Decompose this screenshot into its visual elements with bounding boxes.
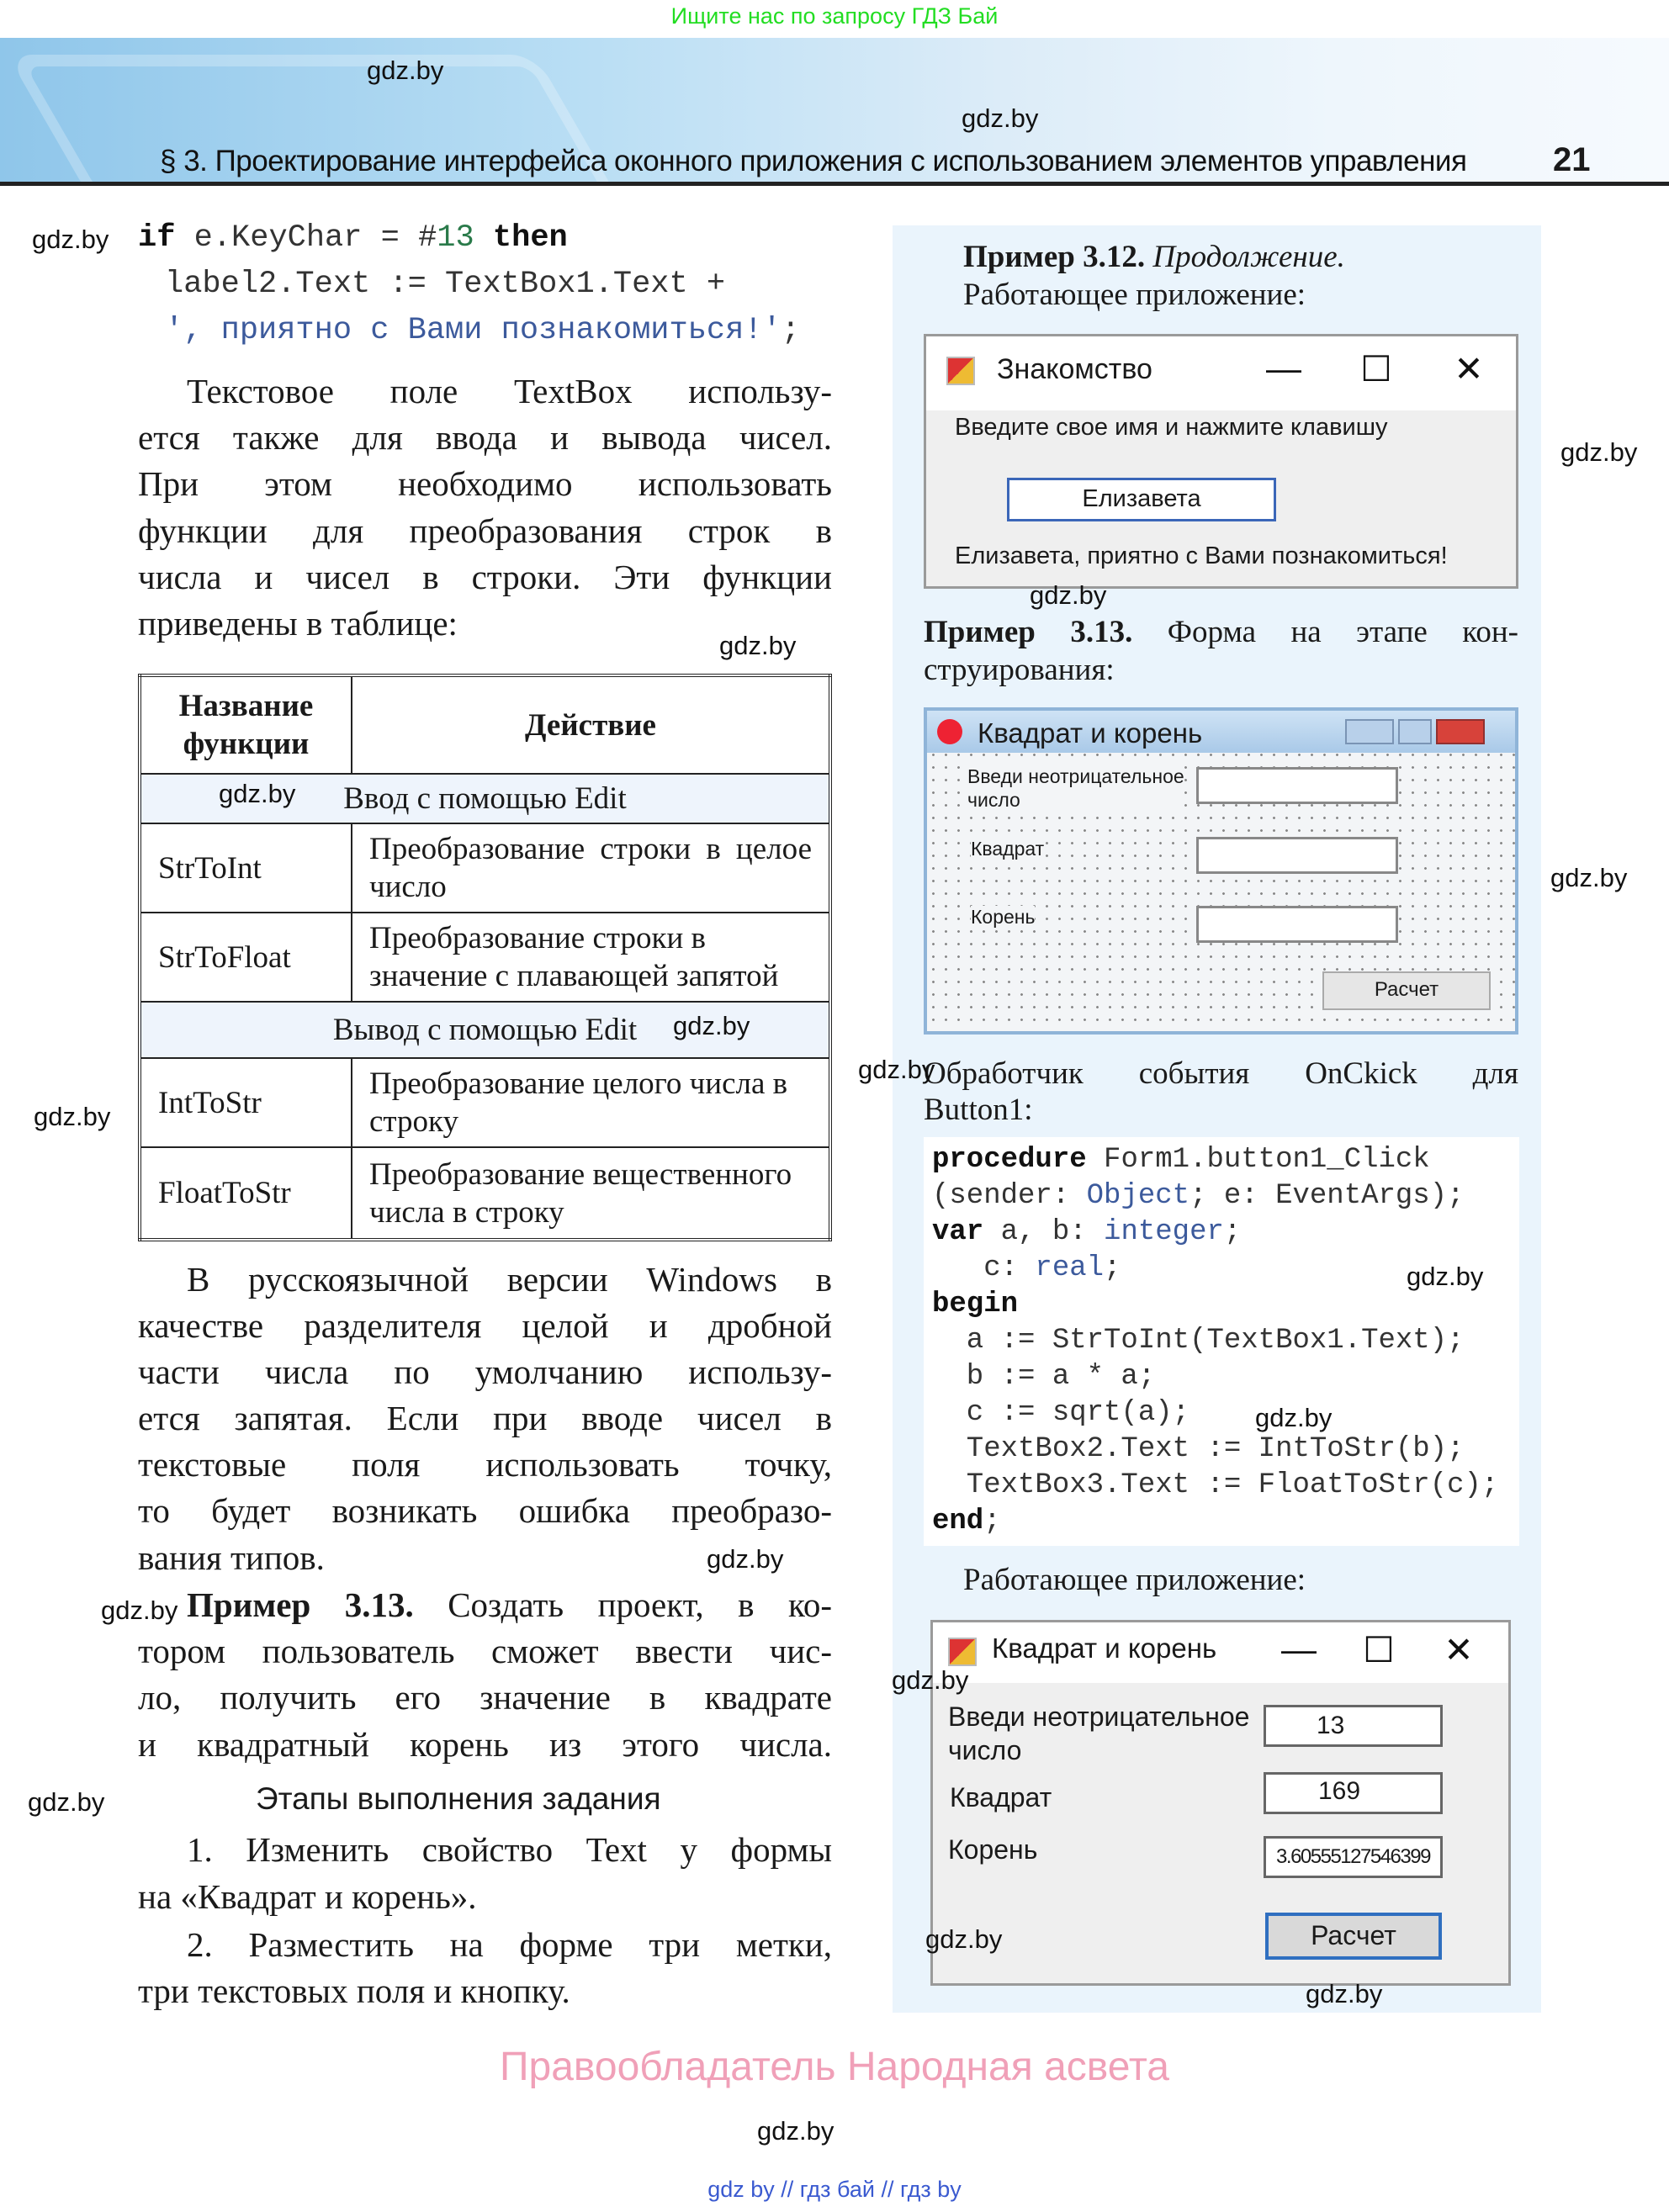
step-line: 1. Изменить свойство Text у формы bbox=[187, 1830, 832, 1869]
function-action: Преобразование вещественного числа в строку bbox=[352, 1147, 830, 1240]
paragraph-line: приведены в таблице: bbox=[138, 604, 458, 643]
example-line: тором пользователь сможет ввести чис- bbox=[138, 1632, 832, 1670]
code-text: ; bbox=[781, 313, 800, 348]
code-number: 13 bbox=[437, 220, 474, 256]
table-section: Ввод с помощью Edit bbox=[140, 774, 830, 823]
window-title: Квадрат и корень bbox=[978, 717, 1203, 749]
minimize-icon[interactable] bbox=[1345, 719, 1394, 744]
label-text: Введи неотрицательное bbox=[967, 765, 1184, 787]
table-header: Название функции bbox=[140, 675, 352, 774]
name-input[interactable]: Елизавета bbox=[1007, 478, 1276, 521]
watermark: gdz.by bbox=[1030, 580, 1107, 610]
calculate-button[interactable]: Расчет bbox=[1265, 1913, 1442, 1960]
code-line: b := a * a; bbox=[932, 1361, 1156, 1393]
code-text: Form1.button1_Click bbox=[1086, 1144, 1430, 1176]
paragraph-line: то будет возникать ошибка преобразо- bbox=[138, 1491, 832, 1530]
maximize-icon[interactable]: ☐ bbox=[1360, 349, 1392, 389]
paragraph-line: текстовые поля использовать точку, bbox=[138, 1445, 832, 1484]
window-title: Квадрат и корень bbox=[992, 1633, 1217, 1664]
example-text: Создать проект, в ко- bbox=[413, 1585, 832, 1624]
table-row bbox=[140, 823, 830, 913]
table-row bbox=[140, 913, 830, 1002]
function-name: StrToFloat bbox=[140, 913, 352, 1002]
close-icon[interactable] bbox=[1436, 719, 1485, 744]
watermark: gdz.by bbox=[707, 1544, 784, 1574]
paragraph-line: ется запятая. Если при вводе чисел в bbox=[138, 1399, 832, 1437]
paragraph-line: числа и чисел в строки. Эти функции bbox=[138, 558, 832, 596]
watermark: gdz.by bbox=[1560, 437, 1638, 467]
textbox-square[interactable]: 169 bbox=[1264, 1772, 1443, 1814]
window-designer bbox=[924, 707, 1518, 1035]
paragraph-line: В русскоязычной версии Windows в bbox=[187, 1260, 832, 1299]
code-type: Object bbox=[1086, 1180, 1190, 1212]
function-name: IntToStr bbox=[140, 1058, 352, 1147]
example-text: Форма на этапе кон- bbox=[1132, 615, 1519, 649]
paragraph-line: Текстовое поле TextBox использу- bbox=[187, 372, 832, 410]
step-line: 2. Разместить на форме три метки, bbox=[187, 1925, 832, 1964]
label-square: Квадрат bbox=[971, 838, 1045, 860]
title-bar bbox=[933, 1622, 1508, 1683]
paragraph-line: части числа по умолчанию использу- bbox=[138, 1352, 832, 1391]
code-text: ; bbox=[1223, 1216, 1242, 1248]
greeting-label: Елизавета, приятно с Вами познакомиться! bbox=[955, 542, 1448, 569]
code-text: ; bbox=[1104, 1252, 1121, 1284]
keyword: then bbox=[492, 220, 568, 256]
close-icon[interactable]: ✕ bbox=[1454, 349, 1484, 389]
label-root: Корень bbox=[948, 1834, 1038, 1865]
maximize-icon[interactable]: ☐ bbox=[1363, 1630, 1395, 1670]
textbox3[interactable] bbox=[1196, 906, 1398, 943]
paragraph-line: качестве разделителя целой и дробной bbox=[138, 1306, 832, 1345]
code-string: ', приятно с Вами познакомиться!' bbox=[165, 313, 782, 348]
code-line bbox=[932, 1216, 1241, 1248]
minimize-icon[interactable]: — bbox=[1266, 348, 1301, 388]
paragraph-line: При этом необходимо использовать bbox=[138, 464, 832, 503]
watermark: gdz.by bbox=[101, 1595, 178, 1625]
watermark: gdz.by bbox=[719, 631, 797, 660]
example-line bbox=[187, 1582, 832, 1628]
watermark: gdz.by bbox=[1407, 1262, 1484, 1291]
minimize-icon[interactable]: — bbox=[1281, 1629, 1317, 1669]
code-line bbox=[932, 1252, 1121, 1284]
app-icon bbox=[948, 1638, 977, 1666]
code-line bbox=[932, 1180, 1465, 1212]
watermark: gdz.by bbox=[219, 779, 296, 808]
functions-table bbox=[138, 674, 832, 1241]
example-line: и квадратный корень из этого числа. bbox=[138, 1725, 832, 1764]
textbox2[interactable] bbox=[1196, 837, 1398, 874]
example-label: Пример 3.13. bbox=[924, 615, 1133, 649]
code-text: a, b: bbox=[983, 1216, 1105, 1248]
textbox-root[interactable]: 3.60555127546399 bbox=[1264, 1836, 1443, 1878]
code-line: label2.Text := TextBox1.Text + bbox=[165, 267, 726, 302]
code-line bbox=[138, 220, 568, 256]
close-icon[interactable]: ✕ bbox=[1444, 1630, 1474, 1670]
code-line: a := StrToInt(TextBox1.Text); bbox=[932, 1325, 1465, 1357]
steps-title: Этапы выполнения задания bbox=[256, 1781, 661, 1816]
keyword: var bbox=[932, 1216, 984, 1248]
watermark: gdz.by bbox=[32, 225, 109, 254]
step-line: на «Квадрат и корень». bbox=[138, 1877, 477, 1916]
label-square: Квадрат bbox=[950, 1782, 1052, 1812]
footer-links[interactable]: gdz by // гдз бай // гдз by bbox=[707, 2177, 962, 2202]
paragraph-line: функции для преобразования строк в bbox=[138, 511, 832, 550]
code-type: real bbox=[1035, 1252, 1105, 1284]
code-line: c := sqrt(a); bbox=[932, 1397, 1190, 1429]
window-title: Знакомство bbox=[997, 353, 1152, 385]
function-action: Преобразование строки в значение с плавающей запятой bbox=[352, 913, 830, 1002]
maximize-icon[interactable] bbox=[1398, 719, 1432, 744]
watermark: gdz.by bbox=[367, 56, 444, 85]
window-square-root bbox=[930, 1620, 1511, 1986]
label-input-number bbox=[967, 765, 1184, 812]
handler-caption: Button1: bbox=[924, 1093, 1033, 1127]
title-bar bbox=[927, 711, 1515, 753]
app-icon bbox=[946, 357, 975, 385]
example-text: струирования: bbox=[924, 653, 1115, 687]
code-text: (sender: bbox=[932, 1180, 1087, 1212]
table-section: Вывод с помощью Edit bbox=[140, 1002, 830, 1058]
function-action: Преобразование целого числа в строку bbox=[352, 1058, 830, 1147]
title-bar bbox=[926, 336, 1516, 410]
keyword: if bbox=[138, 220, 176, 256]
table-row bbox=[140, 1058, 830, 1147]
table-header: Действие bbox=[352, 675, 830, 774]
watermark: gdz.by bbox=[34, 1102, 111, 1131]
calculate-button[interactable]: Расчет bbox=[1322, 971, 1491, 1010]
code-text: e.KeyChar = # bbox=[175, 220, 437, 256]
watermark: gdz.by bbox=[1306, 1979, 1383, 2008]
example-3-12-heading bbox=[963, 239, 1345, 275]
chapter-title: § 3. Проектирование интерфейса оконного приложения с использованием элементов управления bbox=[160, 145, 1467, 177]
watermark: gdz.by bbox=[1550, 863, 1628, 892]
keyword: procedure bbox=[932, 1144, 1087, 1176]
function-action: Преобразование строки в целое число bbox=[352, 823, 830, 913]
code-line: TextBox2.Text := IntToStr(b); bbox=[932, 1433, 1465, 1465]
search-hint: Ищите нас по запросу ГДЗ Бай bbox=[670, 3, 999, 29]
paragraph-line: вания типов. bbox=[138, 1538, 325, 1577]
prompt-label: Введите свое имя и нажмите клавишу bbox=[955, 414, 1388, 441]
example-label: Пример 3.12. bbox=[963, 240, 1146, 274]
working-app-caption: Работающее приложение: bbox=[963, 278, 1306, 312]
function-name: StrToInt bbox=[140, 823, 352, 913]
watermark: gdz.by bbox=[757, 2116, 834, 2146]
watermark: gdz.by bbox=[673, 1011, 750, 1040]
watermark: gdz.by bbox=[1255, 1403, 1333, 1432]
code-line: TextBox3.Text := FloatToStr(c); bbox=[932, 1469, 1499, 1501]
page-number: 21 bbox=[1553, 141, 1591, 178]
code-line bbox=[932, 1506, 1001, 1537]
table-row bbox=[140, 1147, 830, 1240]
textbox1[interactable] bbox=[1196, 767, 1398, 804]
step-line: три текстовых поля и кнопку. bbox=[138, 1971, 570, 2010]
code-type: integer bbox=[1104, 1216, 1224, 1248]
window-znakomstvo bbox=[924, 334, 1518, 589]
example-subtitle: Продолжение. bbox=[1152, 240, 1345, 274]
paragraph-line: ется также для ввода и вывода чисел. bbox=[138, 418, 832, 457]
code-line bbox=[165, 313, 800, 348]
copyright-holder: Правообладатель Народная асвета bbox=[500, 2045, 1169, 2089]
working-app-caption: Работающее приложение: bbox=[963, 1563, 1306, 1597]
header-rule bbox=[0, 182, 1669, 186]
label-text: Введи неотрицательное bbox=[948, 1701, 1250, 1732]
code-text: ; e: EventArgs); bbox=[1189, 1180, 1465, 1212]
code-line bbox=[932, 1289, 1018, 1320]
app-icon bbox=[937, 719, 962, 744]
label-root: Корень bbox=[971, 906, 1036, 928]
label-input-number bbox=[948, 1700, 1249, 1767]
example-label: Пример 3.13. bbox=[187, 1585, 414, 1624]
function-name: FloatToStr bbox=[140, 1147, 352, 1240]
textbox-input[interactable]: 13 bbox=[1264, 1705, 1443, 1747]
example-line: ло, получить его значение в квадрате bbox=[138, 1678, 832, 1717]
code-line bbox=[932, 1144, 1430, 1176]
watermark: gdz.by bbox=[925, 1924, 1003, 1954]
label-text: число bbox=[948, 1735, 1022, 1765]
watermark: gdz.by bbox=[858, 1055, 935, 1084]
handler-caption: Обработчик события OnCkick для bbox=[924, 1056, 1518, 1091]
watermark: gdz.by bbox=[28, 1787, 105, 1817]
label-text: число bbox=[967, 789, 1020, 811]
watermark: gdz.by bbox=[962, 103, 1039, 133]
watermark: gdz.by bbox=[892, 1665, 969, 1695]
keyword: end bbox=[932, 1506, 984, 1537]
code-text: ; bbox=[983, 1506, 1001, 1537]
code-text: c: bbox=[932, 1252, 1036, 1284]
keyword: begin bbox=[932, 1289, 1019, 1320]
example-3-13-heading bbox=[924, 613, 1518, 651]
